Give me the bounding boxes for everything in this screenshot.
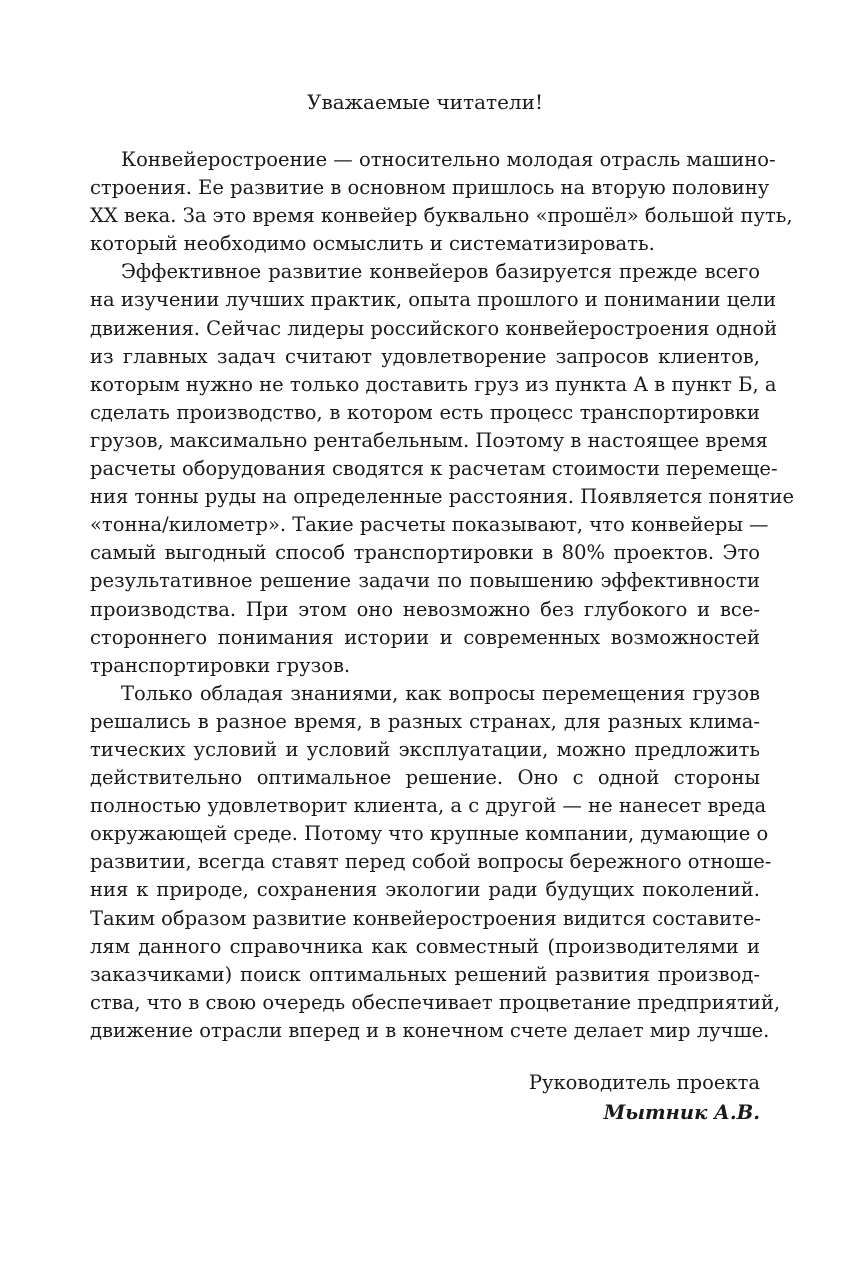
text-line: «тонна/километр». Такие расчеты показывают, что конвейеры — xyxy=(90,513,769,537)
text-line: производства. При этом оно невозможно без глубокого и все- xyxy=(90,597,760,621)
text-line: из главных задач считают удовлетворение запросов клиентов, xyxy=(90,344,760,368)
text-line: полностью удовлетворит клиента, а с другой — не нанесет вреда xyxy=(90,794,767,818)
text-line: строения. Ее развитие в основном пришлось на вторую половину xyxy=(90,176,770,200)
body-text xyxy=(90,146,795,1045)
text-line: лям данного справочника как совместный (производителями и xyxy=(90,934,760,958)
signature-name: Мытник А.В. xyxy=(603,1101,760,1124)
text-line: самый выгодный способ транспортировки в 80% проектов. Это xyxy=(90,541,760,565)
text-line: заказчиками) поиск оптимальных решений развития производ- xyxy=(90,962,760,986)
document-page xyxy=(90,82,795,1128)
text-line: решались в разное время, в разных странах, для разных клима- xyxy=(90,709,760,733)
text-line: ства, что в свою очередь обеспечивает процветание предприятий, xyxy=(90,990,781,1014)
text-line: грузов, максимально рентабельным. Поэтому в настоящее время xyxy=(90,428,768,452)
text-line: XX века. За это время конвейер буквально «прошёл» большой путь, xyxy=(90,204,793,228)
text-line: результативное решение задачи по повышению эффективности xyxy=(90,569,760,593)
text-line: тических условий и условий эксплуатации, можно предложить xyxy=(90,737,760,761)
text-line: расчеты оборудования сводятся к расчетам стоимости перемеще- xyxy=(90,457,778,481)
signature-role: Руководитель проекта xyxy=(528,1071,760,1094)
signature-block xyxy=(90,1068,760,1128)
text-line: ния к природе, сохранения экологии ради будущих поколений. xyxy=(90,878,760,902)
text-line: окружающей среде. Потому что крупные компании, думающие о xyxy=(90,822,769,846)
text-line: движения. Сейчас лидеры российского конвейеростроения одной xyxy=(90,316,778,340)
text-line: Эффективное развитие конвейеров базируется прежде всего xyxy=(121,260,760,284)
text-line: Таким образом развитие конвейеростроения видится составите- xyxy=(90,906,761,930)
text-line: которым нужно не только доставить груз из пункта А в пункт Б, а xyxy=(90,372,777,396)
text-line: движение отрасли вперед и в конечном счете делает мир лучше. xyxy=(90,1018,770,1042)
text-line: развитии, всегда ставят перед собой вопросы бережного отноше- xyxy=(90,850,772,874)
text-line: сделать производство, в котором есть процесс транспортировки xyxy=(90,400,760,424)
text-line: стороннего понимания истории и современных возможностей xyxy=(90,625,760,649)
paragraph xyxy=(90,680,781,1045)
text-line: который необходимо осмыслить и систематизировать. xyxy=(90,232,655,256)
text-line: ния тонны руды на определенные расстояния. Появляется понятие xyxy=(90,485,795,509)
text-line: на изучении лучших практик, опыта прошлого и понимании цели xyxy=(90,288,777,312)
page-title: Уважаемые читатели! xyxy=(307,90,543,114)
text-line: транспортировки грузов. xyxy=(90,653,351,677)
text-line: Только обладая знаниями, как вопросы перемещения грузов xyxy=(121,681,760,705)
text-line: Конвейеростроение — относительно молодая отрасль машино- xyxy=(121,148,776,171)
text-line: действительно оптимальное решение. Оно с одной стороны xyxy=(90,766,760,790)
paragraph xyxy=(90,146,793,258)
paragraph xyxy=(90,258,795,679)
